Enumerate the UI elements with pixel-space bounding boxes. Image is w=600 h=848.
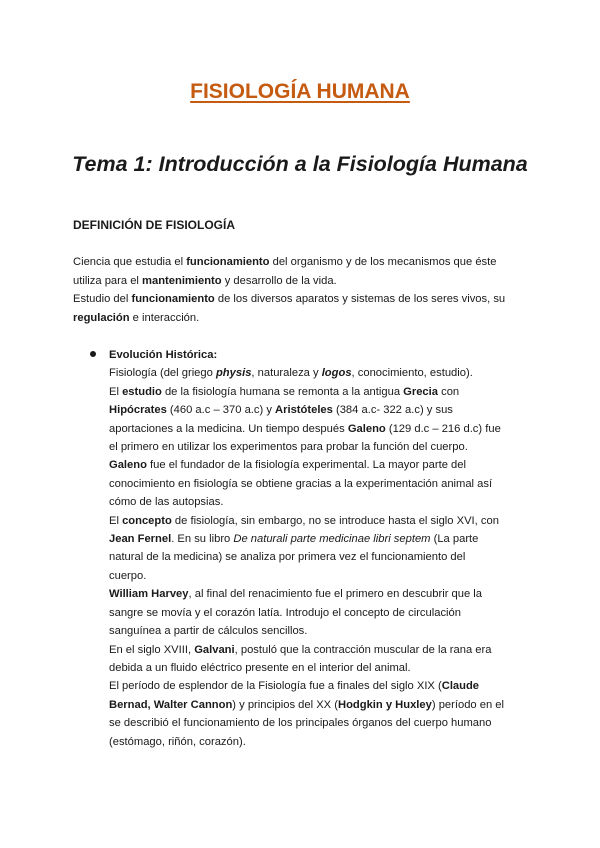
text-line: utiliza para el mantenimiento y desarrollo de la vida. (73, 274, 337, 287)
history-body (109, 346, 539, 751)
bullet-icon (90, 351, 96, 357)
text-line: El concepto de fisiología, sin embargo, no se introduce hasta el siglo XVI, con (109, 514, 499, 527)
text-line: Hipócrates (460 a.c – 370 a.c) y Aristóteles (384 a.c- 322 a.c) y sus (109, 404, 453, 417)
text-line: el primero en utilizar los experimentos para probar la función del cuerpo. (109, 441, 468, 454)
text-line: Galeno fue el fundador de la fisiología experimental. La mayor parte del (109, 459, 466, 472)
text-line: cuerpo. (109, 569, 147, 582)
text-line: (estómago, riñón, corazón). (109, 735, 246, 748)
text-line: William Harvey, al final del renacimiento fue el primero en descubrir que la (109, 588, 483, 601)
text-line: conocimiento en fisiología se obtiene gracias a la experimentación animal así (109, 477, 493, 490)
text-line: natural de la medicina) se analiza por primera vez el funcionamiento del (109, 551, 466, 564)
text-line: El estudio de la fisiología humana se remonta a la antigua Grecia con (109, 385, 460, 398)
text-line: Fisiología (del griego physis, naturaleza y logos, conocimiento, estudio). (109, 367, 473, 380)
document-title: FISIOLOGÍA HUMANA (190, 80, 410, 103)
text-line: Jean Fernel. En su libro De naturali parte medicinae libri septem (La parte (109, 533, 479, 546)
text-line: Estudio del funcionamiento de los diversos aparatos y sistemas de los seres vivos, su (73, 293, 506, 305)
text-line: sanguínea a partir de cálculos sencillos. (109, 625, 308, 638)
text-line: regulación e interacción. (73, 311, 200, 324)
text-line: Ciencia que estudia el funcionamiento del organismo y de los mecanismos que éste (73, 256, 497, 268)
text-line: se describió el funcionamiento de los principales órganos del cuerpo humano (109, 717, 492, 730)
history-heading: Evolución Histórica: (109, 349, 218, 361)
text-line: sangre se movía y el corazón latía. Introdujo el concepto de circulación (109, 606, 461, 619)
text-line: cómo de las autopsias. (109, 496, 224, 509)
document-subtitle: Tema 1: Introducción a la Fisiología Humana (72, 152, 528, 176)
text-line: En el siglo XVIII, Galvani, postuló que la contracción muscular de la rana era (109, 643, 492, 656)
text-line: debida a un fluido eléctrico presente en el interior del animal. (109, 661, 411, 674)
text-line: aportaciones a la medicina. Un tiempo después Galeno (129 d.c – 216 d.c) fue (109, 422, 501, 435)
text-line: El período de esplendor de la Fisiología fue a finales del siglo XIX (Claude (109, 680, 480, 693)
history-lines (109, 364, 539, 751)
definition-paragraph-2 (73, 290, 543, 327)
definition-paragraph-1 (73, 253, 543, 290)
section-heading: DEFINICIÓN DE FISIOLOGÍA (73, 218, 236, 232)
text-line: Bernad, Walter Cannon) y principios del XX (Hodgkin y Huxley) período en el (109, 698, 505, 711)
